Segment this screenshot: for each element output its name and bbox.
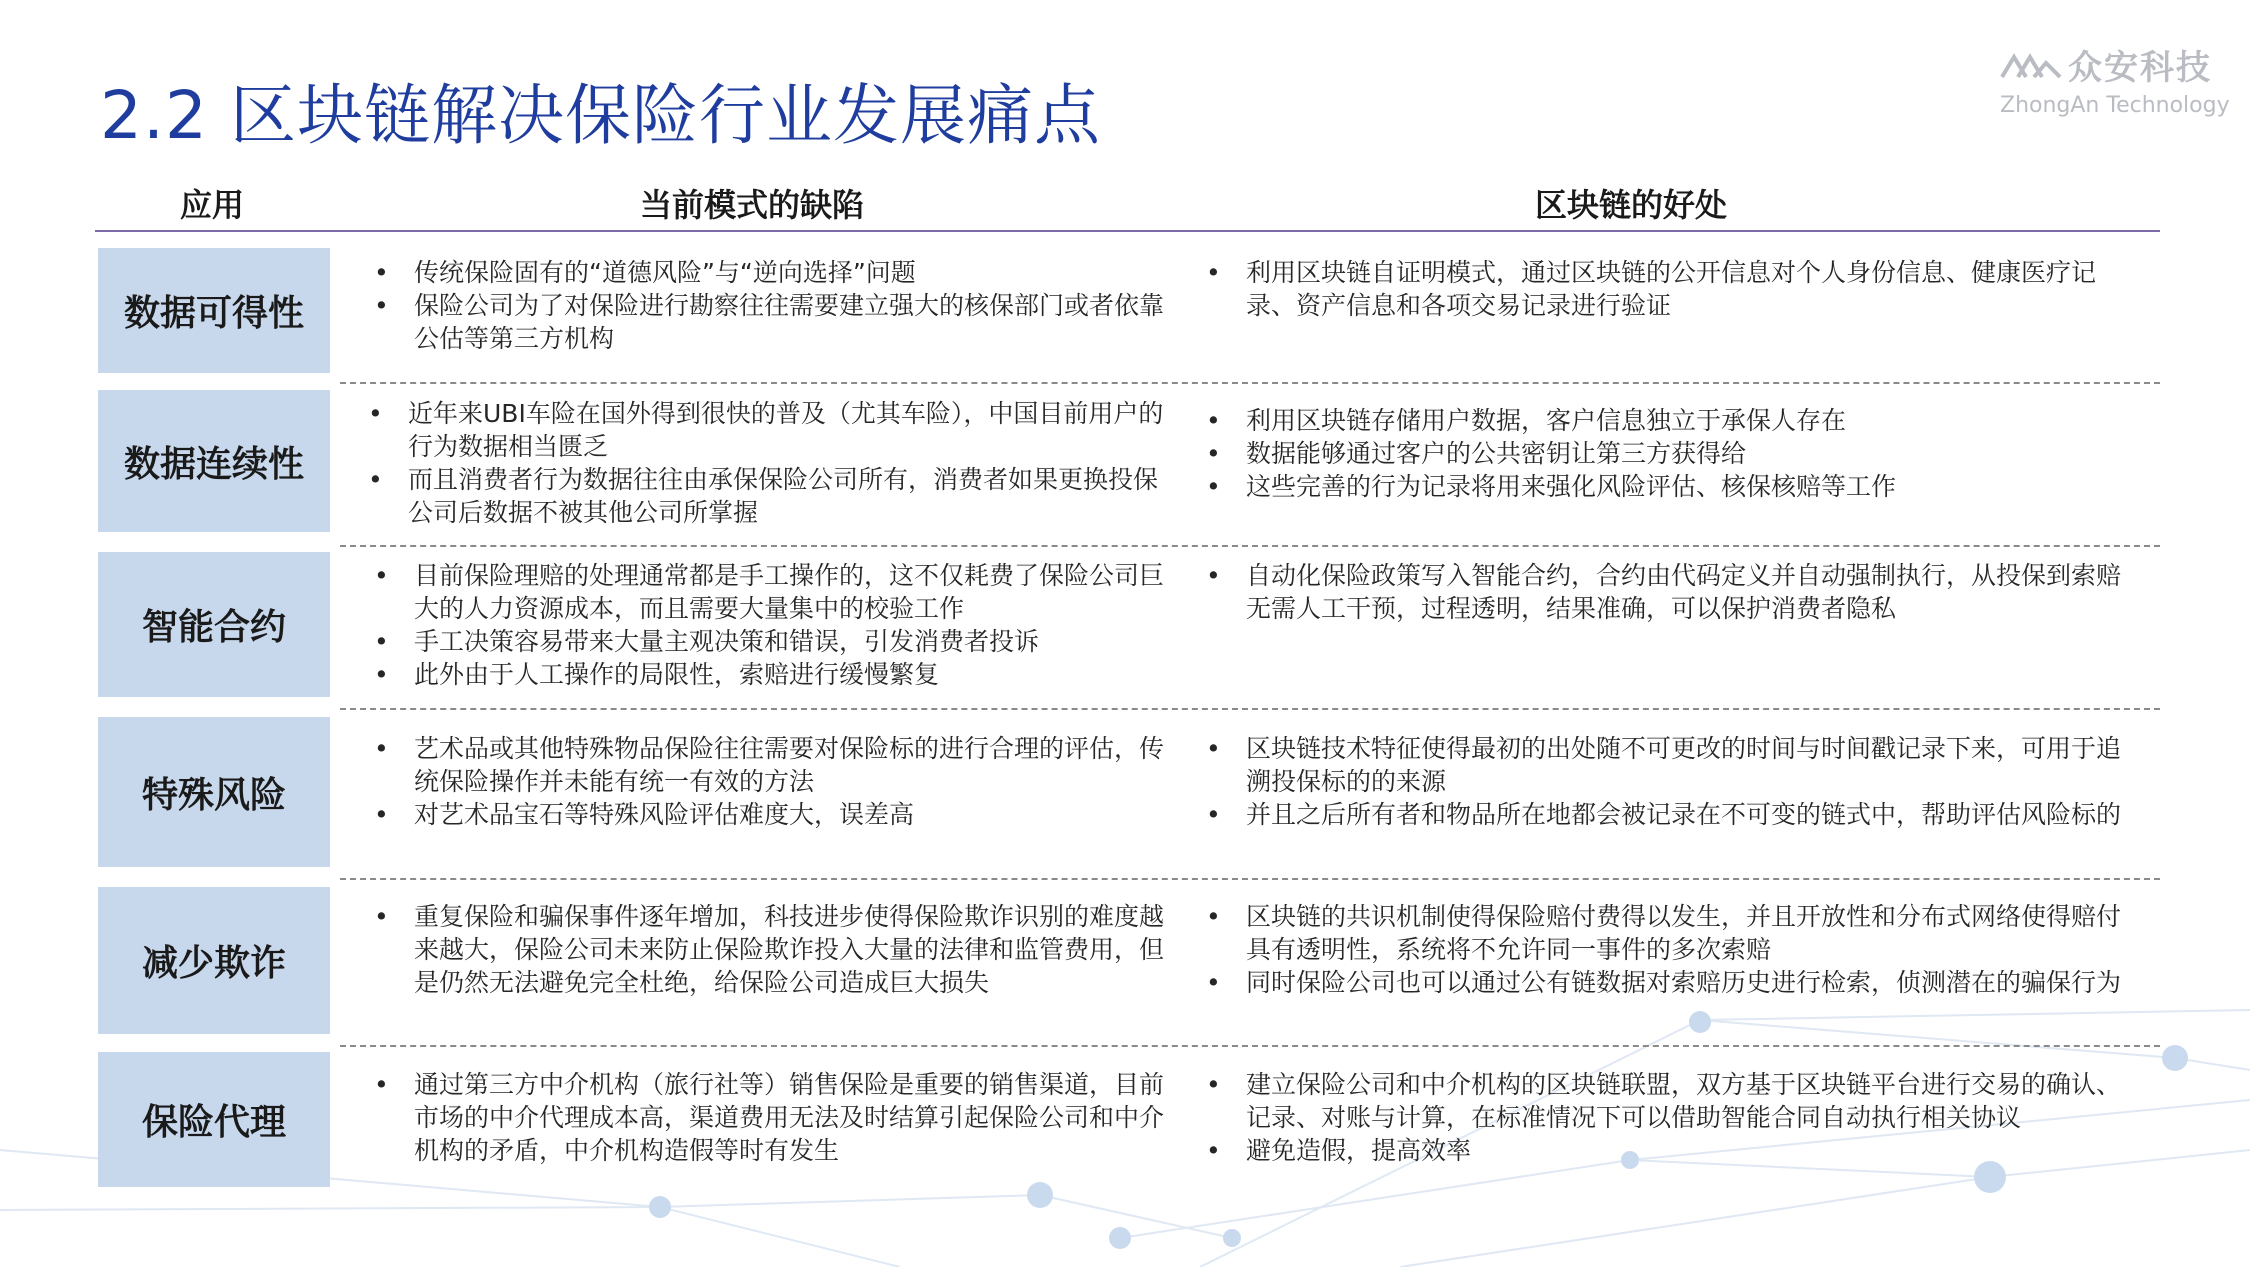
bullet-item: • 通过第三方中介机构（旅行社等）销售保险是重要的销售渠道，目前市场的中介代理成本高，渠道费用无法及时结算引起保险公司和中介机构的矛盾，中介机构造假等时有发生: [374, 1070, 1165, 1165]
header-divider: [95, 230, 2160, 232]
row-divider: [340, 878, 2160, 880]
bullet-item: • 利用区块链自证明模式，通过区块链的公开信息对个人身份信息、健康医疗记录、资产信息和各项交易记录进行验证: [1206, 258, 2097, 320]
zhongan-logo-icon: [2000, 49, 2062, 81]
row-2-benefits: [1200, 404, 2100, 503]
bullet-item: • 这些完善的行为记录将用来强化风险评估、核保核赔等工作: [1206, 472, 1897, 501]
row-5-benefits: [1200, 900, 2125, 999]
bullet-item: • 此外由于人工操作的局限性，索赔进行缓慢繁复: [374, 660, 940, 689]
row-label-special-risk: 特殊风险: [98, 717, 330, 867]
row-2-defects: [362, 397, 1172, 529]
logo-name-cn: 众安科技: [2068, 48, 2212, 88]
row-6-benefits: [1200, 1068, 2125, 1167]
row-4-benefits: [1200, 732, 2125, 831]
bullet-item: • 自动化保险政策写入智能合约，合约由代码定义并自动强制执行，从投保到索赔无需人工干预，过程透明，结果准确，可以保护消费者隐私: [1206, 561, 2122, 623]
bullet-item: • 数据能够通过客户的公共密钥让第三方获得给: [1206, 439, 1747, 468]
bullet-item: • 同时保险公司也可以通过公有链数据对索赔历史进行检索，侦测潜在的骗保行为: [1206, 968, 2122, 997]
row-6-defects: [368, 1068, 1168, 1167]
bullet-item: • 保险公司为了对保险进行勘察往往需要建立强大的核保部门或者依靠公估等第三方机构: [374, 291, 1165, 353]
header-application: 应用: [180, 186, 245, 224]
bullet-item: • 而且消费者行为数据往往由承保保险公司所有，消费者如果更换投保公司后数据不被其他公司所掌握: [368, 465, 1159, 527]
row-divider: [340, 545, 2160, 547]
row-5-defects: [368, 900, 1168, 999]
page-title: 2.2 区块链解决保险行业发展痛点: [100, 77, 1101, 154]
row-label-data-availability: 数据可得性: [98, 248, 330, 373]
bullet-item: • 重复保险和骗保事件逐年增加，科技进步使得保险欺诈识别的难度越来越大，保险公司未来防止保险欺诈投入大量的法律和监管费用，但是仍然无法避免完全杜绝，给保险公司造成巨大损失: [374, 902, 1165, 997]
bullet-item: • 利用区块链存储用户数据，客户信息独立于承保人存在: [1206, 406, 1847, 435]
row-divider: [340, 708, 2160, 710]
row-1-defects: [368, 256, 1168, 355]
bullet-item: • 对艺术品宝石等特殊风险评估难度大，误差高: [374, 800, 915, 829]
bullet-item: • 区块链技术特征使得最初的出处随不可更改的时间与时间戳记录下来，可用于追溯投保标的的来源: [1206, 734, 2122, 796]
bullet-item: • 近年来UBI车险在国外得到很快的普及（尤其车险），中国目前用户的行为数据相当匮乏: [368, 399, 1164, 461]
bullet-item: • 艺术品或其他特殊物品保险往往需要对保险标的进行合理的评估，传统保险操作并未能有统一有效的方法: [374, 734, 1165, 796]
company-logo: [2000, 40, 2230, 118]
bullet-item: • 并且之后所有者和物品所在地都会被记录在不可变的链式中，帮助评估风险标的: [1206, 800, 2122, 829]
bullet-item: • 避免造假，提高效率: [1206, 1136, 1472, 1165]
row-3-defects: [368, 559, 1168, 691]
bullet-item: • 传统保险固有的“道德风险”与“逆向选择”问题: [374, 258, 916, 287]
row-4-defects: [368, 732, 1168, 831]
bullet-item: • 建立保险公司和中介机构的区块链联盟，双方基于区块链平台进行交易的确认、记录、对账与计算，在标准情况下可以借助智能合同自动执行相关协议: [1206, 1070, 2122, 1132]
header-blockchain-benefits: 区块链的好处: [1535, 186, 1728, 224]
logo-name-en: ZhongAn Technology: [2000, 93, 2230, 118]
row-divider: [340, 1045, 2160, 1047]
row-label-smart-contract: 智能合约: [98, 552, 330, 697]
bullet-item: • 手工决策容易带来大量主观决策和错误，引发消费者投诉: [374, 627, 1040, 656]
header-current-defects: 当前模式的缺陷: [640, 186, 865, 224]
row-label-fraud-reduction: 减少欺诈: [98, 887, 330, 1034]
row-label-insurance-agency: 保险代理: [98, 1052, 330, 1187]
bullet-item: • 区块链的共识机制使得保险赔付费得以发生，并且开放性和分布式网络使得赔付具有透明性，系统将不允许同一事件的多次索赔: [1206, 902, 2122, 964]
bullet-item: • 目前保险理赔的处理通常都是手工操作的，这不仅耗费了保险公司巨大的人力资源成本，而且需要大量集中的校验工作: [374, 561, 1165, 623]
row-3-benefits: [1200, 559, 2125, 625]
row-label-data-continuity: 数据连续性: [98, 390, 330, 532]
row-1-benefits: [1200, 256, 2100, 322]
row-divider: [340, 382, 2160, 384]
